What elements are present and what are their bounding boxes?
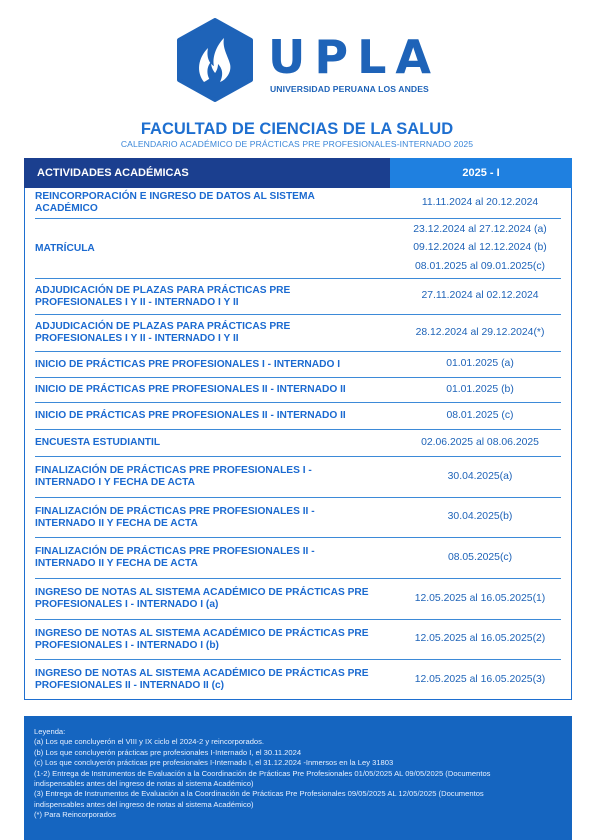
dates-cell — [365, 579, 594, 619]
date-line: 09.12.2024 al 12.12.2024 (b) — [413, 242, 547, 254]
university-name: UNIVERSIDAD PERUANA LOS ANDES — [270, 84, 429, 94]
table-row — [35, 279, 561, 315]
dates-cell — [365, 620, 594, 659]
date-line: 01.01.2025 (b) — [446, 383, 514, 395]
legend-line: indispensables antes del ingreso de notas al sistema Académico) — [34, 799, 254, 809]
date-line: 28.12.2024 al 29.12.2024(*) — [415, 326, 545, 338]
dates-cell — [365, 403, 594, 429]
legend-line: (1-2) Entrega de Instrumentos de Evaluación a la Coordinación de Prácticas Pre Profesionales 01/05/2025 AL 09/05/2025 (Documentos — [34, 768, 491, 778]
flame-hexagon-icon — [176, 18, 254, 102]
date-line: 08.01.2025 (c) — [446, 409, 514, 421]
table-header — [24, 158, 572, 188]
legend-title: Leyenda: — [34, 727, 66, 736]
table-row — [35, 315, 561, 352]
table-row — [35, 430, 561, 457]
dates-cell — [365, 660, 594, 700]
dates-cell — [365, 457, 594, 497]
legend-line: (*) Para Reincorporados — [34, 810, 116, 820]
date-line: 01.01.2025 (a) — [446, 358, 514, 370]
date-line: 12.05.2025 al 16.05.2025(1) — [414, 592, 546, 604]
activity-cell: ENCUESTA ESTUDIANTIL — [35, 437, 161, 448]
activity-cell: INICIO DE PRÁCTICAS PRE PROFESIONALES II - INTERNADO II — [35, 410, 346, 421]
header-activities: ACTIVIDADES ACADÉMICAS — [24, 158, 390, 188]
table-row — [35, 457, 561, 498]
dates-cell — [365, 430, 594, 456]
activity-cell: INGRESO DE NOTAS AL SISTEMA ACADÉMICO DE PRÁCTICAS PRE PROFESIONALES II - INTERNADO II (c) — [35, 668, 369, 691]
table-row — [35, 403, 561, 430]
activity-cell: FINALIZACIÓN DE PRÁCTICAS PRE PROFESIONALES II - INTERNADO II Y FECHA DE ACTA — [35, 505, 315, 529]
table-row — [35, 378, 561, 403]
date-line: 23.12.2024 al 27.12.2024 (a) — [413, 223, 547, 235]
legend-line: (c) Los que concluyerón prácticas pre profesionales I-Internado I, el 31.12.2024 -Inmersos en la Ley 31803 — [34, 758, 394, 768]
date-line: 30.04.2025(b) — [447, 511, 513, 523]
activity-cell: INGRESO DE NOTAS AL SISTEMA ACADÉMICO DE PRÁCTICAS PRE PROFESIONALES I - INTERNADO I (b) — [35, 627, 369, 651]
dates-cell — [365, 378, 594, 402]
dates-cell — [365, 219, 594, 278]
activity-cell: FINALIZACIÓN DE PRÁCTICAS PRE PROFESIONALES II - INTERNADO II Y FECHA DE ACTA — [35, 546, 315, 569]
faculty-title: FACULTAD DE CIENCIAS DE LA SALUD — [140, 120, 454, 138]
table-row — [35, 660, 561, 700]
date-line: 12.05.2025 al 16.05.2025(2) — [414, 633, 546, 645]
dates-cell — [365, 538, 594, 578]
legend-line: (b) Los que concluyerón prácticas pre profesionales I-Internado I, el 30.11.2024 — [34, 747, 302, 757]
date-line: 30.04.2025(a) — [447, 470, 513, 482]
activity-cell: INGRESO DE NOTAS AL SISTEMA ACADÉMICO DE PRÁCTICAS PRE PROFESIONALES I - INTERNADO I (a) — [35, 587, 369, 610]
table-row — [35, 352, 561, 378]
date-line: 11.11.2024 al 20.12.2024 — [421, 196, 539, 208]
header-semester: 2025 - I — [390, 158, 572, 188]
calendar-subtitle: CALENDARIO ACADÉMICO DE PRÁCTICAS PRE PROFESIONALES-INTERNADO 2025 — [120, 139, 474, 149]
dates-cell — [365, 279, 594, 314]
legend-footer — [24, 716, 572, 840]
activity-cell: INICIO DE PRÁCTICAS PRE PROFESIONALES II - INTERNADO II — [35, 384, 346, 395]
date-line: 27.11.2024 al 02.12.2024 — [421, 290, 539, 302]
date-line: 08.05.2025(c) — [447, 551, 513, 563]
dates-cell — [365, 498, 594, 537]
date-line: 12.05.2025 al 16.05.2025(3) — [414, 673, 546, 685]
table-row — [35, 579, 561, 620]
activity-cell: REINCORPORACIÓN E INGRESO DE DATOS AL SISTEMA ACADÉMICO — [35, 191, 315, 214]
table-row — [35, 219, 561, 279]
legend-line: (a) Los que concluyerón el VIII y IX ciclo el 2024-2 y reincorporados. — [34, 737, 265, 747]
date-line: 02.06.2025 al 08.06.2025 — [421, 436, 539, 448]
table-row — [35, 498, 561, 538]
dates-cell — [365, 315, 594, 351]
date-line: 08.01.2025 al 09.01.2025(c) — [415, 260, 545, 272]
table-row — [35, 620, 561, 660]
dates-cell — [365, 352, 594, 377]
legend-line: indispensables antes del ingreso de notas al sistema Académico) — [34, 779, 254, 789]
upla-logo — [176, 18, 440, 102]
dates-cell — [365, 188, 594, 218]
activity-cell: ADJUDICACIÓN DE PLAZAS PARA PRÁCTICAS PRE PROFESIONALES I Y II - INTERNADO I Y II — [35, 321, 291, 344]
activity-cell: MATRÍCULA — [35, 242, 95, 254]
legend-line: (3) Entrega de Instrumentos de Evaluación a la Coordinación de Prácticas Pre Profesionales 09/05/2025 AL 12/05/2025 (Documentos — [34, 789, 484, 799]
activity-cell: INICIO DE PRÁCTICAS PRE PROFESIONALES I - INTERNADO I — [35, 358, 341, 370]
brand-wordmark: UPLA — [268, 30, 440, 84]
table-row — [35, 538, 561, 579]
activity-cell: ADJUDICACIÓN DE PLAZAS PARA PRÁCTICAS PRE PROFESIONALES I Y II - INTERNADO I Y II — [35, 284, 291, 308]
activity-cell: FINALIZACIÓN DE PRÁCTICAS PRE PROFESIONALES I - INTERNADO I Y FECHA DE ACTA — [35, 465, 312, 488]
table-row — [35, 188, 561, 219]
